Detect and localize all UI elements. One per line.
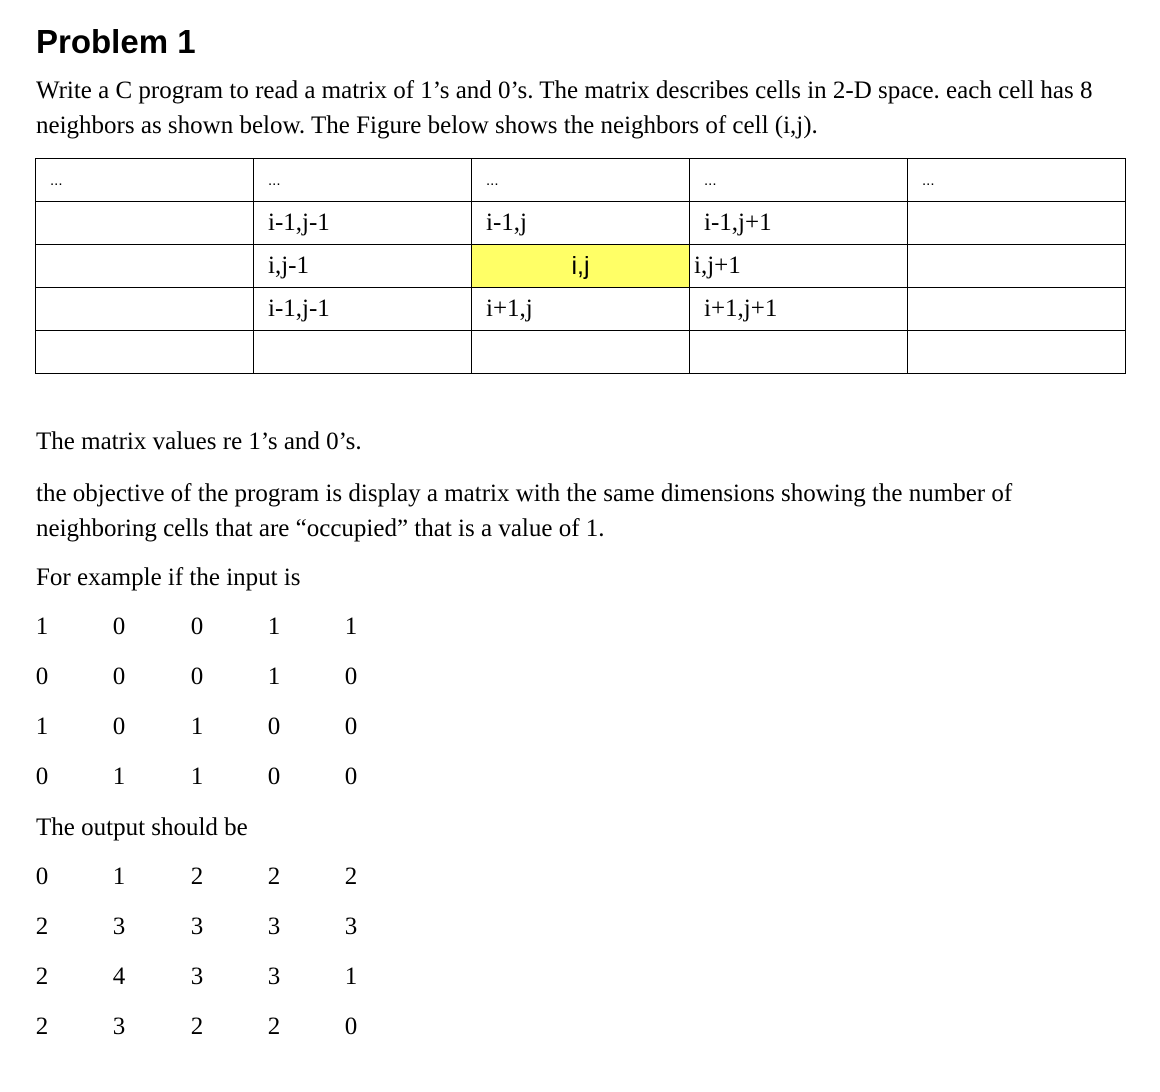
output-intro: The output should be <box>36 814 248 841</box>
matrix-cell: 0 <box>344 713 358 740</box>
matrix-cell: 2 <box>35 1013 49 1040</box>
matrix-row <box>0 912 400 962</box>
grid-cell <box>908 288 1126 331</box>
example-intro: For example if the input is <box>36 564 301 591</box>
matrix-cell: 0 <box>190 613 204 640</box>
matrix-row <box>0 762 400 812</box>
grid-cell <box>254 331 472 374</box>
matrix-cell: 1 <box>267 663 281 690</box>
grid-cell <box>36 202 254 245</box>
grid-cell: ... <box>472 159 690 202</box>
matrix-cell: 2 <box>35 963 49 990</box>
matrix-cell: 1 <box>344 963 358 990</box>
grid-row <box>36 202 1126 245</box>
grid-cell <box>908 202 1126 245</box>
input-matrix <box>0 612 400 812</box>
matrix-cell: 0 <box>35 663 49 690</box>
matrix-cell: 2 <box>344 863 358 890</box>
matrix-cell: 1 <box>190 713 204 740</box>
matrix-cell: 3 <box>267 913 281 940</box>
matrix-cell: 3 <box>344 913 358 940</box>
grid-cell <box>908 331 1126 374</box>
grid-row <box>36 288 1126 331</box>
grid-cell <box>472 331 690 374</box>
intro-paragraph: Write a C program to read a matrix of 1’s and 0’s. The matrix describes cells in 2-D space. each cell has 8 neighbors as shown below. The Figure below shows the neighbors of cell (i,j). <box>36 77 1093 139</box>
matrix-cell: 0 <box>344 1013 358 1040</box>
grid-cell <box>36 288 254 331</box>
matrix-row <box>0 862 400 912</box>
matrix-cell: 1 <box>35 613 49 640</box>
grid-row <box>36 159 1126 202</box>
grid-cell: i-1,j+1 <box>690 202 908 245</box>
grid-cell: i-1,j-1 <box>254 288 472 331</box>
output-matrix <box>0 862 400 1062</box>
matrix-cell: 2 <box>267 863 281 890</box>
matrix-cell: 3 <box>112 1013 126 1040</box>
grid-row <box>36 331 1126 374</box>
grid-cell: i,j+1 <box>690 245 908 288</box>
matrix-cell: 2 <box>267 1013 281 1040</box>
grid-cell <box>36 331 254 374</box>
matrix-cell: 3 <box>190 913 204 940</box>
matrix-cell: 1 <box>112 863 126 890</box>
matrix-cell: 0 <box>267 763 281 790</box>
matrix-cell: 3 <box>190 963 204 990</box>
matrix-cell: 0 <box>112 663 126 690</box>
matrix-row <box>0 712 400 762</box>
grid-cell: ... <box>254 159 472 202</box>
grid-cell: ... <box>36 159 254 202</box>
matrix-cell: 1 <box>190 763 204 790</box>
objective-paragraph: the objective of the program is display a matrix with the same dimensions showing the number of neighboring cells that are “occupied” that is a value of 1. <box>36 480 1013 542</box>
matrix-cell: 0 <box>35 763 49 790</box>
matrix-cell: 1 <box>35 713 49 740</box>
grid-cell: ... <box>690 159 908 202</box>
grid-cell <box>36 245 254 288</box>
matrix-cell: 1 <box>267 613 281 640</box>
matrix-cell: 3 <box>112 913 126 940</box>
neighbor-grid <box>35 158 1126 374</box>
grid-cell: ... <box>908 159 1126 202</box>
matrix-row <box>0 662 400 712</box>
matrix-cell: 0 <box>112 713 126 740</box>
grid-cell <box>908 245 1126 288</box>
matrix-cell: 0 <box>267 713 281 740</box>
matrix-cell: 4 <box>112 963 126 990</box>
matrix-cell: 2 <box>190 863 204 890</box>
matrix-cell: 3 <box>267 963 281 990</box>
matrix-cell: 0 <box>35 863 49 890</box>
matrix-cell: 0 <box>344 663 358 690</box>
matrix-cell: 0 <box>344 763 358 790</box>
values-note: The matrix values re 1’s and 0’s. <box>36 428 362 455</box>
matrix-cell: 0 <box>112 613 126 640</box>
grid-cell: i+1,j+1 <box>690 288 908 331</box>
grid-cell: i-1,j-1 <box>254 202 472 245</box>
grid-cell <box>690 331 908 374</box>
grid-cell: i,j-1 <box>254 245 472 288</box>
matrix-cell: 2 <box>190 1013 204 1040</box>
matrix-row <box>0 1012 400 1062</box>
problem-title: Problem 1 <box>36 23 196 60</box>
grid-cell: i+1,j <box>472 288 690 331</box>
matrix-cell: 0 <box>190 663 204 690</box>
matrix-row <box>0 612 400 662</box>
matrix-cell: 1 <box>344 613 358 640</box>
grid-cell: i-1,j <box>472 202 690 245</box>
matrix-cell: 1 <box>112 763 126 790</box>
center-cell: i,j <box>472 245 690 288</box>
matrix-cell: 2 <box>35 913 49 940</box>
grid-row <box>36 245 1126 288</box>
matrix-row <box>0 962 400 1012</box>
